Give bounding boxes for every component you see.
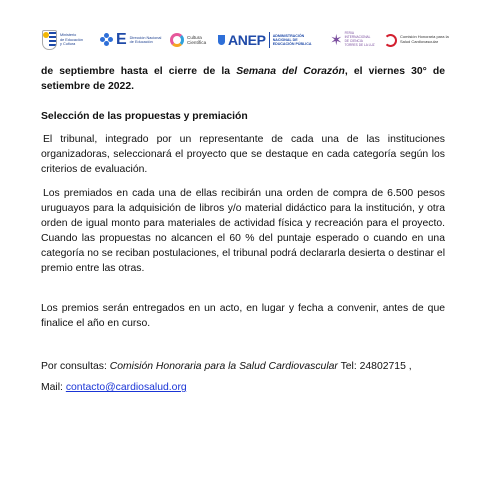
logo-dne-letter: E: [116, 31, 127, 48]
logo-chsc: [384, 28, 449, 52]
logo-mec-text: Ministerio de Educación y Cultura: [60, 33, 84, 47]
logo-dne: [100, 28, 161, 52]
anep-shield-icon: [218, 28, 228, 52]
logo-anep: [228, 28, 311, 52]
logo-cultura-cientifica: [170, 28, 206, 52]
star-figure-icon: ✶: [330, 31, 343, 49]
logo-anep-wordmark: ANEP: [228, 32, 266, 48]
logo-feria: [330, 28, 375, 52]
snowflake-e-icon: [100, 33, 114, 47]
paragraph-premios: Los premios serán entregados en un acto, en lugar y fecha a convenir, antes de que finalice el año en curso.: [41, 303, 445, 329]
logo-anep-text: ADMINISTRACIÓN NACIONAL DE EDUCACIÓN PÚBLICA: [272, 33, 312, 47]
ring-icon: [170, 33, 184, 47]
paragraph-premiados: Los premiados en cada una de ellas recibirán una orden de compra de 6.500 pesos uruguayos para la adquisición de libros y/o material didáctico para la institución, y otra orden de igual monto para materiales de actividad física y recreación para el proyecto. Cuando las propuestas no alcancen el 60 % del puntaje esperado o cuando en una categoría no se reciban postulaciones, el tribunal podrá declararla desierta o destinar el premio entre las otras.: [41, 188, 445, 274]
document-body: [41, 64, 445, 395]
logo-feria-text: FERIA INTERNACIONAL DE CIENCIA TORRES DE LA LUZ: [344, 31, 375, 47]
paragraph-tribunal: El tribunal, integrado por un representante de cada una de las instituciones organizadoras, seleccionará el proyecto que se destaque en cada categoría según los criterios de evaluación.: [41, 134, 445, 175]
section-heading: Selección de las propuestas y premiación: [41, 111, 248, 122]
logo-dne-text: Dirección Nacional de Educación: [129, 35, 162, 44]
mail-line: Mail: contacto@cardiosalud.org: [41, 382, 187, 393]
logo-mec: [42, 28, 83, 52]
heart-icon: [384, 34, 397, 47]
email-link[interactable]: contacto@cardiosalud.org: [65, 382, 187, 393]
uruguay-coat-of-arms-icon: [42, 30, 57, 50]
logo-cultura-text: Cultura Científica: [187, 34, 207, 45]
logo-strip: [42, 28, 452, 52]
logo-chsc-text: Comisión Honoraria para la Salud Cardiovascular: [400, 34, 449, 44]
intro-paragraph: de septiembre hasta el cierre de la Semana del Corazón, el viernes 30° de setiembre de 2022.: [41, 66, 446, 92]
contact-line: Por consultas: Comisión Honoraria para la Salud Cardiovascular Tel: 24802715 ,: [41, 361, 412, 372]
